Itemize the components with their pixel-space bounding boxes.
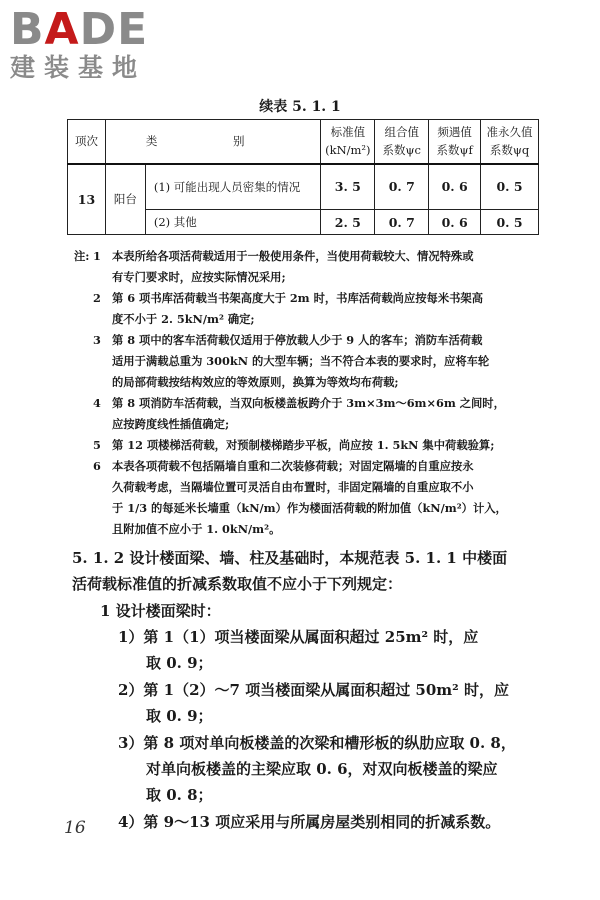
clause-item: 4）第 9～13 项应采用与所属房屋类别相同的折减系数。 [118, 813, 501, 831]
table-caption: 续表 5. 1. 1 [259, 99, 341, 115]
page-number: 16 [64, 818, 86, 838]
note-item: 6 本表各项荷载不包括隔墙自重和二次装修荷载；对固定隔墙的自重应按永 久荷载考虑，当隔墙位置可灵活自由布置时，非固定隔墙的自重应取不小 于 1/3 的每延米长墙重（kN/m）作为楼面活荷载的附加值（kN/m²）计入， 且附加值不应小于 1. 0kN/m²。 [93, 459, 507, 536]
clause-item-cont: 取 0. 9； [146, 707, 213, 725]
standard-value-cell: 2. 5 [321, 210, 375, 235]
combination-factor-cell: 0. 7 [375, 210, 429, 235]
brand-logo [10, 6, 148, 84]
logo-wordmark: BADE [10, 4, 149, 55]
note-item: 注: 1 本表所给各项活荷载适用于一般使用条件，当使用荷载较大、情况特殊或 有专门要求时，应按实际情况采用; [74, 246, 548, 288]
header-frequent-factor: 频遇值 系数ψf [429, 120, 481, 164]
clause-item-cont: 取 0. 8； [146, 786, 213, 804]
header-standard-value: 标准值 (kN/m²) [321, 120, 375, 164]
clause-item: 3）第 8 项对单向板楼盖的次梁和槽形板的纵肋应取 0. 8， [118, 734, 516, 752]
note-item: 4 第 8 项消防车活荷载，当双向板楼盖板跨介于 3m×3m～6m×6m 之间时， 应按跨度线性插值确定; [93, 396, 505, 431]
frequent-factor-cell: 0. 6 [429, 164, 481, 210]
header-quasi-permanent-factor: 准永久值 系数ψq [481, 120, 539, 164]
table-row [68, 164, 539, 210]
category-cell: 阳台 [105, 164, 145, 235]
note-item: 5 第 12 项楼梯活荷载，对预制楼梯踏步平板，尚应按 1. 5kN 集中荷载验算; [93, 438, 495, 452]
clause-item-cont: 对单向板楼盖的主梁应取 0. 6，对双向板楼盖的梁应 [146, 760, 498, 778]
clause-heading: 1 设计楼面梁时： [100, 602, 221, 620]
notes-prefix: 注: [74, 249, 90, 263]
clause-item-cont: 取 0. 9； [146, 654, 213, 672]
quasi-permanent-factor-cell: 0. 5 [481, 210, 539, 235]
section-text-line: 活荷载标准值的折减系数取值不应小于下列规定： [72, 575, 403, 593]
note-item: 3 第 8 项中的客车活荷载仅适用于停放载人少于 9 人的客车；消防车活荷载 适用于满载总重为 300kN 的大型车辆；当不符合本表的要求时，应将车轮 的局部荷载按结构效应的等效原则，换算为等效均布荷载; [93, 333, 490, 389]
section-heading-line: 5. 1. 2 设计楼面梁、墙、柱及基础时，本规范表 5. 1. 1 中楼面 [72, 549, 508, 567]
sub-category-cell: (2) 其他 [145, 210, 320, 235]
combination-factor-cell: 0. 7 [375, 164, 429, 210]
load-table [67, 119, 539, 235]
logo-subtitle: 建装基地 [10, 53, 147, 82]
header-combination-factor: 组合值 系数ψc [375, 120, 429, 164]
table-header-row [68, 120, 539, 164]
frequent-factor-cell: 0. 6 [429, 210, 481, 235]
sub-category-cell: (1) 可能出现人员密集的情况 [145, 164, 320, 210]
note-item: 2 第 6 项书库活荷载当书架高度大于 2m 时，书库活荷载尚应按每米书架高 度不小于 2. 5kN/m² 确定; [93, 291, 484, 326]
header-category: 类 别 [105, 120, 320, 164]
clause-item: 1）第 1（1）项当楼面梁从属面积超过 25m² 时，应 [118, 628, 479, 646]
standard-value-cell: 3. 5 [321, 164, 375, 210]
header-item-no: 项次 [68, 120, 106, 164]
table-notes [74, 246, 548, 540]
item-number-cell: 13 [68, 164, 106, 235]
quasi-permanent-factor-cell: 0. 5 [481, 164, 539, 210]
clause-item: 2）第 1（2）～7 项当楼面梁从属面积超过 50m² 时，应 [118, 681, 509, 699]
